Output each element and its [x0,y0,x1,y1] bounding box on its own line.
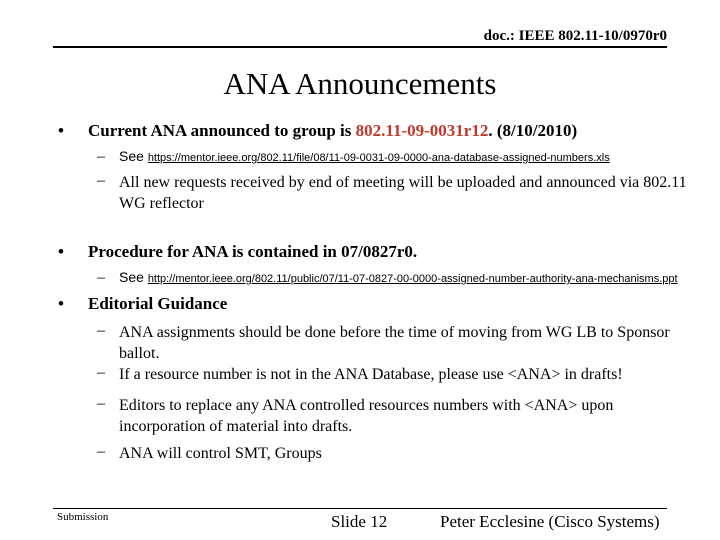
dash-icon: – [97,269,105,286]
see-label: See [119,269,148,285]
sub-bullet-text: If a resource number is not in the ANA Database, please use <ANA> in drafts! [119,366,623,383]
document-id: doc.: IEEE 802.11-10/0970r0 [483,28,667,44]
header-rule [53,46,667,48]
bullet-procedure [58,242,698,264]
sub-bullet-see-database [97,148,697,168]
bullet-icon: • [58,121,64,140]
dash-icon: – [97,148,105,165]
dash-icon: – [97,322,105,339]
sub-bullet-see-procedure [97,269,697,289]
see-label: See [119,148,148,164]
ana-document-number: 802.11-09-0031r12 [355,121,489,140]
bullet-editorial-guidance [58,294,698,316]
slide-number: Slide 12 [331,512,388,531]
dash-icon: – [97,172,105,189]
dash-icon: – [97,364,105,381]
footer-author: Peter Ecclesine (Cisco Systems) [440,512,660,531]
sub-bullet-text: Editors to replace any ANA controlled resources numbers with <ANA> upon incorporation of material into drafts. [119,397,614,435]
bullet-icon: • [58,242,64,261]
dash-icon: – [97,395,105,412]
bullet-current-ana [58,121,698,143]
sub-bullet-text: All new requests received by end of meeting will be uploaded and announced via 802.11 WG reflector [119,174,687,212]
bullet-text: Editorial Guidance [88,294,228,313]
slide-title: ANA Announcements [223,66,497,101]
bullet-icon: • [58,294,64,313]
footer-rule [53,508,667,509]
sub-bullet-text: ANA assignments should be done before the time of moving from WG LB to Sponsor ballot. [119,324,670,362]
ana-procedure-link[interactable]: http://mentor.ieee.org/802.11/public/07/11-07-0827-00-0000-assigned-number-authority-ana-mechanisms.ppt [147,273,678,285]
sub-bullet-text: ANA will control SMT, Groups [119,445,322,462]
dash-icon: – [97,443,105,460]
bullet-text: Current ANA announced to group is 802.11-09-0031r12. (8/10/2010) [88,121,578,140]
ana-database-link[interactable]: https://mentor.ieee.org/802.11/file/08/11-09-0031-09-0000-ana-database-assigned-numbers.xls [147,152,610,164]
footer-submission: Submission [57,511,109,523]
bullet-text: Procedure for ANA is contained in 07/0827r0. [88,242,418,261]
